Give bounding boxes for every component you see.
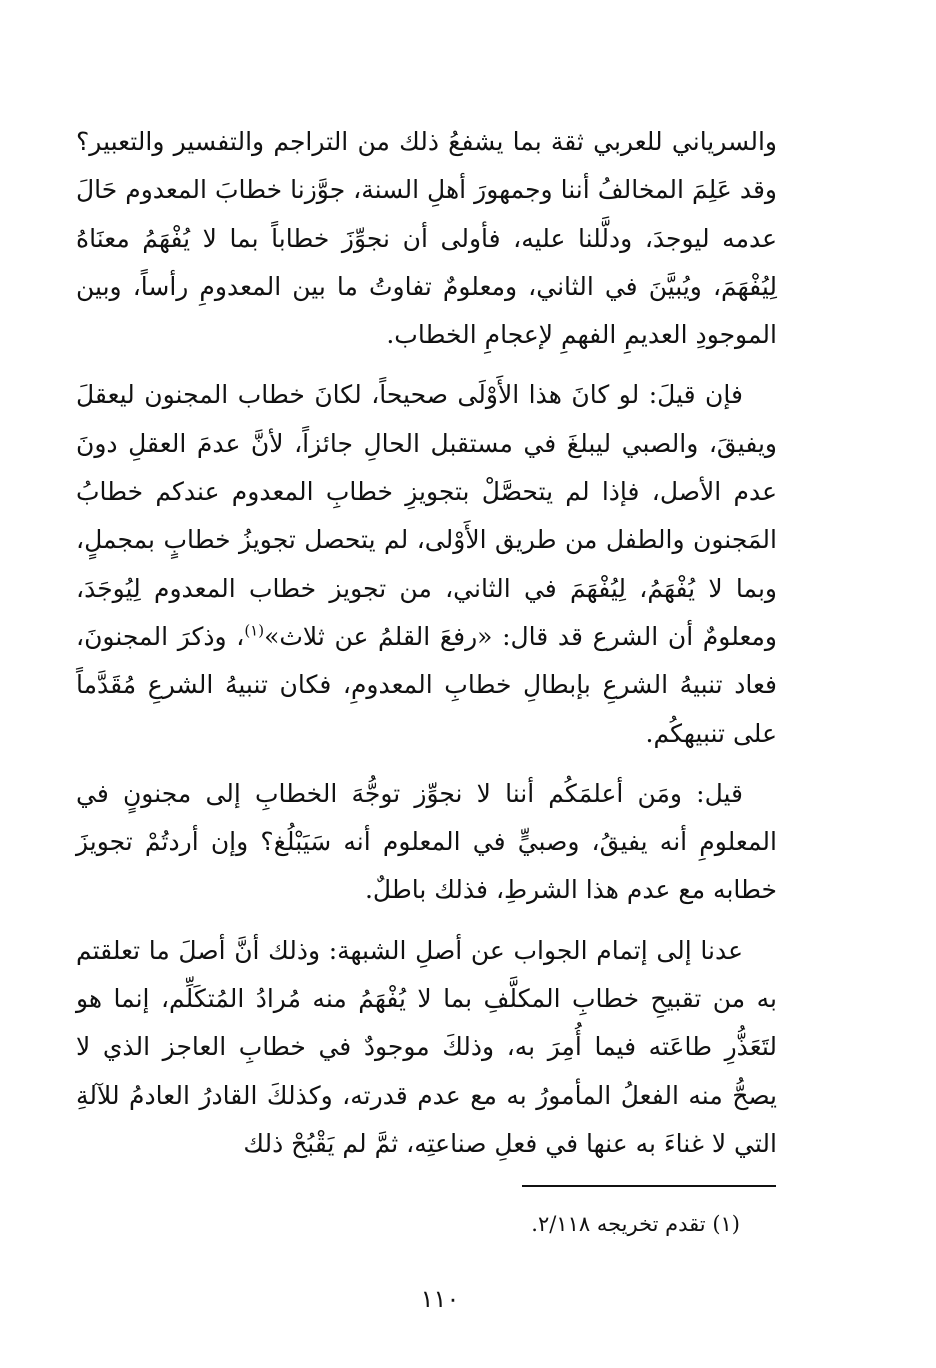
paragraph-4-text: عدنا إلى إتمام الجواب عن أصلِ الشبهة: وذلك أنَّ أصلَ ما تعلقتم به من تقبيحِ خطابِ المكلَّفِ بما لا يُفْهَمُ منه مُرادُ المُتكَلِّم، إنما هو لتَعَذُّرِ طاعَته فيما أُمِرَ به، وذلكَ موجودٌ في خطابِ العاجز الذي لا يصحُّ منه الفعلُ المأمورُ به مع عدم قدرته، وكذلكَ القادرُ العادمُ للآلةِ التي لا غناءَ به عنها في فعلِ صناعتِه، ثمَّ لم يَقْبُحْ ذلك [76, 935, 777, 1158]
page-number: ١١٠ [420, 1285, 460, 1313]
footnote-1: (١) تقدم تخريجه ٢/١١٨. [531, 1212, 740, 1236]
footnote-marker: (١) [244, 621, 265, 640]
main-text [76, 118, 777, 1180]
paragraph-2-text: فإن قيلَ: لو كانَ هذا الأَوْلَى صحيحاً، لكانَ خطاب المجنون ليعقلَ ويفيقَ، والصبي ليبلغَ في مستقبل الحالِ جائزاً، لأنَّ عدمَ العقلِ دونَ عدم الأصل، فإذا لم يتحصَّلْ بتجويزِ خطابِ المعدوم عندكم خطابُ المَجنون والطفل من طريق الأَوْلى، لم يتحصل تجويزُ خطابٍ بمجملٍ، وبما لا يُفْهَمُ، لِيُفْهَمَ في الثاني، من تجويز خطاب المعدوم لِيُوجَدَ، ومعلومٌ أن الشرع قد قال: «رفعَ القلمُ عن ثلاث» [76, 380, 777, 651]
paragraph-1-text: والسرياني للعربي ثقة بما يشفعُ ذلك من التراجم والتفسير والتعبير؟ وقد عَلِمَ المخالفُ أننا وجمهورَ أهلِ السنة، جوَّزنا خطابَ المعدوم حَالَ عدمه ليوجدَ، ودلَّلنا عليه، فأولى أن نجوِّزَ خطاباً بما لا يُفْهَمُ معنَاهُ لِيُفْهَمَ، ويُبيَّنَ في الثاني، ومعلومٌ تفاوتُ ما بين المعدومِ رأساً، وبين الموجودِ العديمِ الفهمِ لإعجامِ الخطاب. [76, 127, 777, 350]
paragraph-3 [76, 770, 777, 915]
paragraph-2-text-continued: ، وذكرَ المجنونَ، فعاد تنبيهُ الشرعِ بإبطالِ خطابِ المعدومِ، فكان تنبيهُ الشرعِ مُقَدَّماً على تنبيهكُم. [76, 621, 777, 748]
paragraph-4 [76, 927, 777, 1168]
paragraph-1 [76, 118, 777, 359]
paragraph-2 [76, 371, 777, 757]
paragraph-3-text: قيل: ومَن أعلمَكُم أننا لا نجوِّز توجُّهَ الخطابِ إلى مجنونٍ في المعلومِ أنه يفيقُ، وصبيٍّ في المعلوم أنه سَيَبْلُغ؟ وإن أردتُمْ تجويزَ خطابه مع عدم هذا الشرطِ، فذلك باطلٌ. [76, 778, 777, 905]
footnote-divider [522, 1185, 776, 1187]
